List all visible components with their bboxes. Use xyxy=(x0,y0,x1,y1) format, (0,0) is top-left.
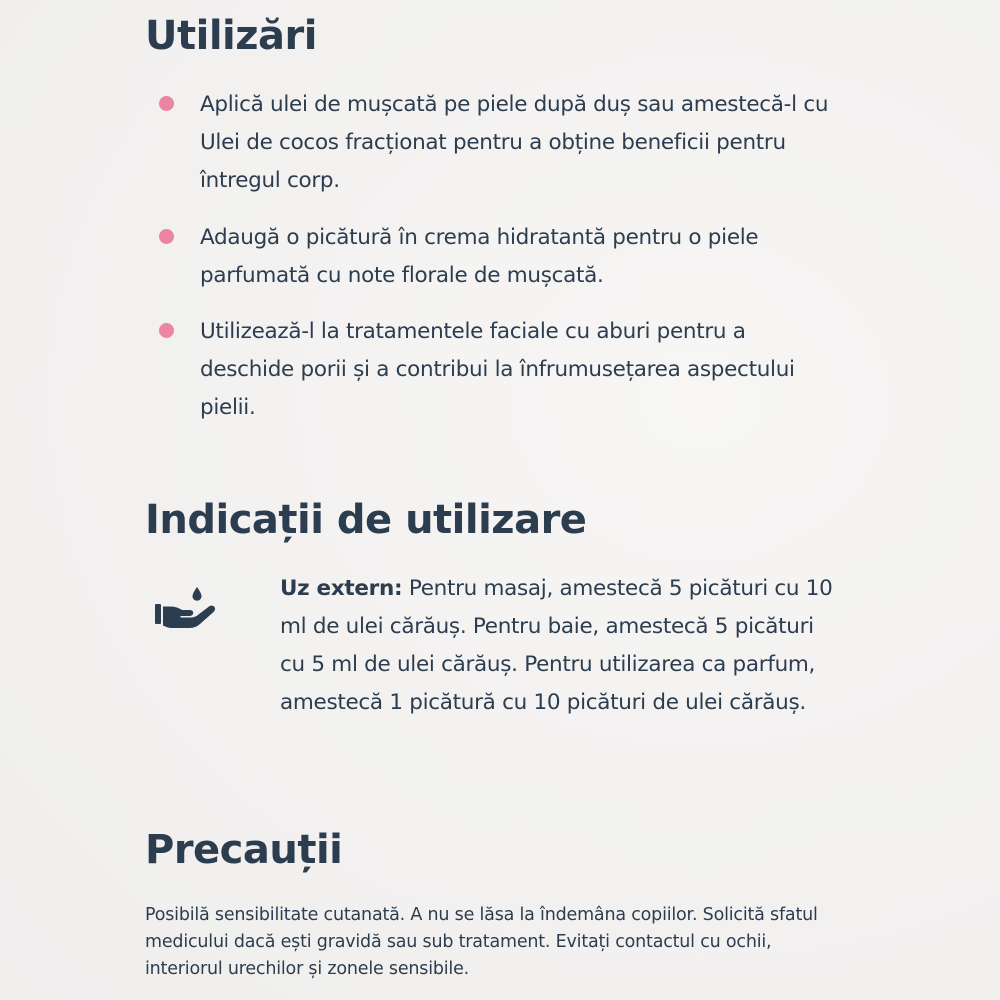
directions-heading: Indicații de utilizare xyxy=(145,497,587,543)
use-item-text: Aplică ulei de mușcată pe piele după duș sau amestecă-l cu Ulei de cocos fracționat pentru a obține beneficii pentru întregul corp. xyxy=(200,92,829,193)
use-item-text: Adaugă o picătură în crema hidratantă pentru o piele parfumată cu note florale de mușcată. xyxy=(200,225,759,288)
precautions-heading: Precauții xyxy=(145,827,343,873)
directions-text xyxy=(280,570,840,722)
precautions-text: Posibilă sensibilitate cutanată. A nu se lăsa la îndemâna copiilor. Solicită sfatul medicului dacă ești gravidă sau sub tratament. Evitați contactul cu ochii, interiorul urechilor și zonele sensibile. xyxy=(145,905,818,979)
uses-heading: Utilizări xyxy=(145,13,317,59)
bullet-dot-icon xyxy=(159,96,174,111)
hand-with-drop-icon xyxy=(152,583,222,633)
directions-label: Uz extern: xyxy=(280,576,403,601)
bullet-dot-icon xyxy=(159,323,174,338)
use-item-text: Utilizează-l la tratamentele faciale cu aburi pentru a deschide porii și a contribui la înfrumusețarea aspectului pielii. xyxy=(200,319,795,420)
directions-body: Pentru masaj, amestecă 5 picături cu 10 ml de ulei cărăuș. Pentru baie, amestecă 5 picături cu 5 ml de ulei cărăuș. Pentru utilizarea ca parfum, amestecă 1 picătură cu 10 picături de ulei cărăuș. xyxy=(280,576,833,715)
bullet-dot-icon xyxy=(159,229,174,244)
